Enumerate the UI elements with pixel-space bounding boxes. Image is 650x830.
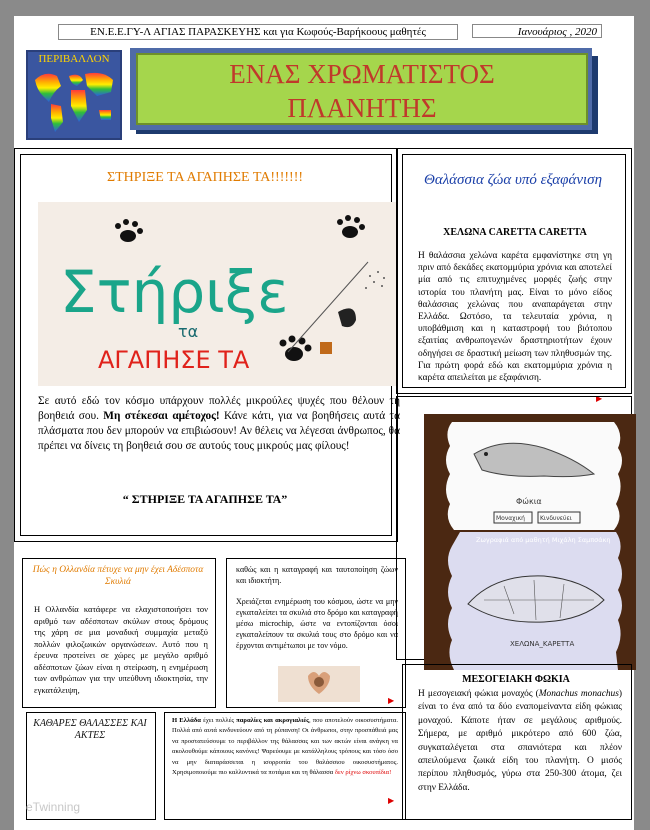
dogs-cont-text-1: καθώς και η καταγραφή και ταυτοποίηση ζώων και ιδιοκτήτη.	[236, 565, 398, 585]
heart-hands-image	[278, 666, 360, 702]
seal-text	[418, 688, 622, 795]
seal-label: Φώκια	[516, 497, 542, 506]
main-text-end: Κάνε κάτι, για να βοηθήσεις αυτά τα πλάσματα που δεν μπορούν να επιβιώσουν! Αν θέλεις να λέγεσαι άνθρωπος, θα πρέπει να δίνεις τη βοηθειά σου σε αυτούς τους μικρούς μας φίλους!	[38, 410, 400, 452]
main-article-heading: ΣΤΗΡΙΞΕ ΤΑ ΑΓΑΠΗΣΕ ΤΑ!!!!!!!	[106, 170, 304, 185]
dogs-cont-text-2: Χρειάζεται ενημέρωση του κόσμου, ώστε να μην εγκαταλείπει τα σκυλιά στο δρόμο και καταγραφή μέσω microchip, ώστε να εντοπίζονται όσοι εγκαταλείπουν τα σκυλιά τους στο δρόμο και να έρχονται αντιμέτωποι με τον νόμο.	[236, 597, 398, 650]
clean-seas-heading: ΚΑΘΑΡΕΣ ΘΑΛΑΣΣΕΣ ΚΑΙ ΑΚΤΕΣ	[33, 718, 147, 741]
greece-text-b: , που αποτελούν οικοσυστήματα. Πολλά από αυτά κινδυνεύουν από τη ρύπανση! Οι άνθρωποι, στην προσπάθειά μας να προστατεύσουμε το περιβάλλον της θάλασσας και των ακτών είναι ανάγκη να ακολουθούμε κάποιους κανόνες! Ψαρεύουμε με κατάλληλους τρόπους και τόσο όσο να μην διαταράσσεται η ισορροπία του θαλάσσιου οικοσυστήματος. Χρησιμοποιούμε πιο καλλυντικά τα ποτάμια και τη θάλασσα	[172, 717, 399, 777]
main-article-text	[38, 394, 400, 454]
seal-turtle-drawing	[424, 414, 636, 670]
dogs-continue-arrow-icon[interactable]: ▶	[388, 696, 395, 705]
drawing-word-1: Στήριξε	[60, 258, 289, 326]
continue-arrow-icon[interactable]: ▶	[596, 394, 603, 403]
drawing-word-2: τα	[178, 322, 199, 341]
caretta-text: Η θαλάσσια χελώνα καρέτα εμφανίστηκε στη γη πριν από δεκάδες εκατομμύρια χρόνια και αποτελεί μία από τις επιτυχημένες μορφές ζωής στην ιστορία του πλανήτη μας. Είναι το μόνο είδος θαλάσσιας χελώνας που αναπαράγεται στην Ελλάδα. Ωστόσο, τα τελευταία χρόνια, η υποβάθμιση και η καταστροφή του βιότοπου εξαιτίας ανθρωπογενών δραστηριοτήτων έχουν οδηγήσει σε δραστική μείωση των πληθυσμών της. Για πρώτη φορά εδώ και εκατομμύρια χρόνια η καρέτα απειλείται με εξαφάνιση.	[418, 251, 612, 384]
seal-heading: ΜΕΣΟΓΕΙΑΚΗ ΦΩΚΙΑ	[462, 674, 570, 685]
greece-text	[172, 716, 398, 778]
newsletter-title	[136, 53, 588, 125]
main-text-start: Σε αυτό εδώ τον κόσμο υπάρχουν πολλές μικρούλες ψυχές που θέλουν τη βοηθειά σου.	[38, 395, 400, 422]
turtle-label: ΧΕΛΩΝΑ_ΚΑΡΕΤΤΑ	[510, 640, 575, 648]
greece-bold: παραλίες και ακρογιαλιές	[236, 717, 309, 724]
issue-date: Ιανουάριος , 2020	[472, 24, 602, 38]
greece-text-a: έχει πολλές	[200, 717, 237, 724]
greece-lead: Η Ελλάδα	[172, 717, 201, 724]
support-drawing	[38, 202, 396, 386]
seal-text-b: ) είναι το ένα από τα δύο εναπομείναντα είδη φώκιας μοναχού. Κάποτε ήταν σε μεγάλους αριθμούς. Σήμερα, με αριθμό μικρότερο από 600 ζώα, συγκαταλέγεται στα σπανιότερα και πλέον απειλούμενα ζωικά είδη του πλανήτη. Ο μισός περίπου πληθυσμός, γύρω στα 250-300 άτομα, ζει στην Ελλάδα.	[418, 689, 622, 793]
seal-tag-2: Κινδυνεύει	[540, 515, 572, 522]
main-text-bold: Μη στέκεσαι αμέτοχος!	[103, 410, 220, 422]
dogs-text: Η Ολλανδία κατάφερε να ελαχιστοποιήσει τον αριθμό των αδέσποτων σκύλων στους δρόμους της χάρη σε μια μοναδική συμμαχία μεταξύ πολλών φιλοζωικών οργανώσεων. Αυτό που η έρευνα προτείνει σε χώρες με μεγάλο αριθμό αδέσποτων ζώων είναι η στείρωση, η ενημέρωση των ανθρώπων για την υπεύθυνη ιδιοκτησία, την εγκατάλειψη,	[34, 604, 208, 695]
title-line-2: ΠΛΑΝΗΤΗΣ	[287, 93, 437, 123]
paw-drawing-image	[38, 202, 396, 386]
dogs-heading: Πώς η Ολλανδία πέτυχε να μην έχει Αδέσποτα Σκυλιά	[32, 565, 204, 587]
sea-animals-heading: Θαλάσσια ζώα υπό εξαφάνιση	[423, 172, 603, 188]
seal-text-a: Η μεσογειακή φώκια μοναχός (	[418, 689, 539, 699]
environment-logo	[26, 50, 122, 140]
heart-hands-icon	[278, 666, 360, 702]
etwinning-watermark: eTwinning	[26, 800, 81, 814]
greece-continue-arrow-icon[interactable]: ▶	[388, 796, 395, 805]
main-slogan: “ ΣΤΗΡΙΞΕ ΤΑ ΑΓΑΠΗΣΕ ΤΑ”	[122, 492, 288, 506]
student-drawing-photo	[424, 414, 636, 670]
drawing-word-3: ΑΓΑΠΗΣΕ ΤΑ	[98, 346, 250, 374]
title-line-1: ΕΝΑΣ ΧΡΩΜΑΤΙΣΤΟΣ	[229, 59, 495, 89]
school-name: ΕΝ.Ε.Ε.ΓΥ-Λ ΑΓΙΑΣ ΠΑΡΑΣΚΕΥΗΣ και για Κωφούς-Βαρήκοους μαθητές	[58, 24, 458, 40]
greece-link[interactable]: δεν ρίχνω σκουπίδια!	[334, 769, 392, 777]
caretta-heading: ΧΕΛΩΝΑ CARETTA CARETTA	[443, 227, 587, 238]
seal-latin: Monachus monachus	[538, 689, 619, 699]
world-map-icon	[31, 66, 117, 136]
seal-tag-1: Μοναχική	[496, 515, 525, 522]
drawing-caption: Ζωγραφιά από μαθητή Μιχάλη Σαμπσάκη	[476, 536, 611, 544]
logo-label: ΠΕΡΙΒΑΛΛΟΝ	[30, 53, 118, 65]
